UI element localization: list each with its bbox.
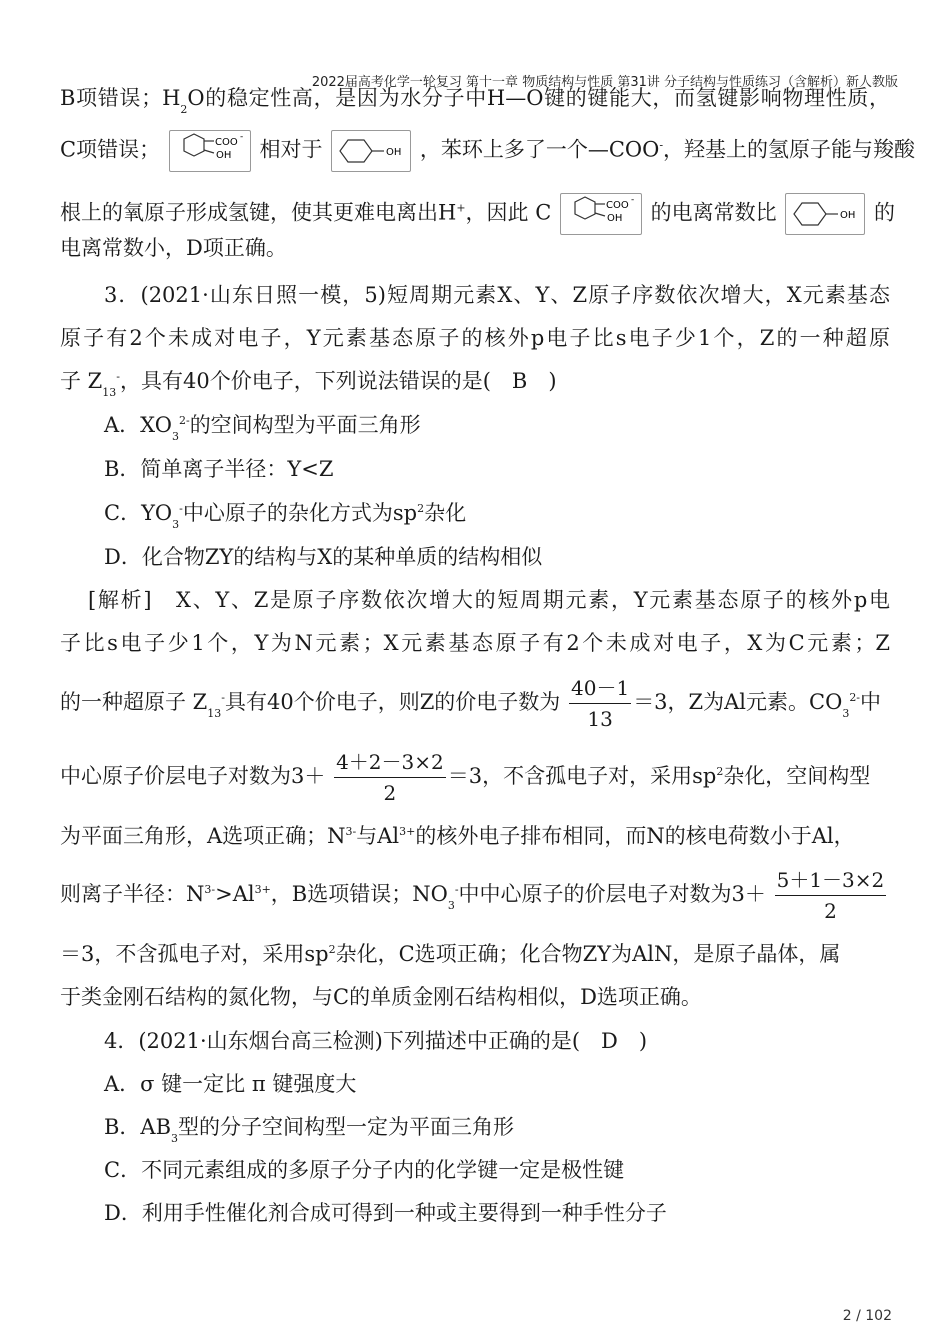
explanation-line: 为平面三角形，A选项正确；$N^{3-}$与$Al^{3+}$的核外电子排布相同，而N的核电荷数小于Al， xyxy=(60,824,855,848)
page-number: 2 / 102 xyxy=(842,1308,892,1324)
svg-text:OH: OH xyxy=(606,213,623,224)
svg-text:OH: OH xyxy=(215,150,232,161)
svg-text:-: - xyxy=(630,195,635,205)
explanation-line: 中心原子价层电子对数为3＋ $\frac{4+2-3\times 2}{2}$ ＝3，不含孤电子对，采用$sp^2$杂化，空间构型 xyxy=(60,750,871,805)
svg-text:COO: COO xyxy=(214,137,238,148)
question-3-stem: 3．(2021·山东日照一模，5)短周期元素X、Y、Z原子序数依次增大，X元素基态 xyxy=(104,283,890,307)
text-line: 根上的氧原子形成氢键，使其更难电离出H+，因此 C COO - OH 的电离常数比 OH 的 xyxy=(60,193,895,235)
explanation-line: 的一种超原子 $Z_{13}^-$具有40个价电子，则Z的价电子数为 $\frac{40-1}{13}$ ＝3，Z为Al元素。$CO_3^{2-}$中 xyxy=(60,676,882,731)
question-4-option-b: B．$AB_3$型的分子空间构型一定为平面三角形 xyxy=(104,1115,515,1145)
explanation-line: [解析] X、Y、Z是原子序数依次增大的短周期元素，Y元素基态原子的核外p电 xyxy=(88,588,891,612)
fraction: $\frac{5+1-3\times 2}{2}$ xyxy=(776,868,885,923)
question-3-option-a: A．$XO_3^{2-}$的空间构型为平面三角形 xyxy=(104,413,421,443)
question-4-option-c: C．不同元素组成的多原子分子内的化学键一定是极性键 xyxy=(104,1158,625,1182)
page-header: 2022届高考化学一轮复习 第十一章 物质结构与性质 第31讲 分子结构与性质练习（含解析）新人教版 xyxy=(311,75,898,90)
text-line: 电离常数小，D项正确。 xyxy=(60,236,287,260)
question-3-option-d: D．化合物ZY的结构与X的某种单质的结构相似 xyxy=(104,545,543,569)
svg-text:-: - xyxy=(239,132,244,142)
question-3-stem: 原子有2个未成对电子，Y元素基态原子的核外p电子比s电子少1个，Z的一种超原 xyxy=(60,326,890,350)
question-4-option-d: D．利用手性催化剂合成可得到一种或主要得到一种手性分子 xyxy=(104,1201,667,1225)
svg-text:OH: OH xyxy=(840,210,856,221)
question-4-stem: 4．(2021·山东烟台高三检测)下列描述中正确的是( D ) xyxy=(104,1029,648,1053)
svg-text:COO: COO xyxy=(605,200,629,211)
explanation-line: 子比s电子少1个，Y为N元素；X元素基态原子有2个未成对电子，X为C元素；Z xyxy=(60,631,890,655)
explanation-line: ＝3，不含孤电子对，采用$sp^2$杂化，C选项正确；化合物ZY为AlN，是原子晶体，属 xyxy=(60,942,841,966)
question-3-option-c: C．$YO_3^-$中心原子的杂化方式为$sp^2$杂化 xyxy=(104,501,467,531)
question-4-option-a: A．σ 键一定比 π 键强度大 xyxy=(104,1072,357,1096)
question-3-option-b: B．简单离子半径：Y<Z xyxy=(104,457,334,481)
explanation-line: 则离子半径：$N^{3-}>Al^{3+}$，B选项错误；$NO_3^-$中中心原子的价层电子对数为3＋ $\frac{5+1-3\times 2}{2}$ xyxy=(60,868,885,923)
svg-text:OH: OH xyxy=(386,147,402,158)
phenol-structure-image xyxy=(785,193,865,235)
salicylate-structure-image xyxy=(560,193,642,235)
fraction: $\frac{4+2-3\times 2}{2}$ xyxy=(336,750,444,805)
phenol-structure-image xyxy=(331,130,411,172)
explanation-line: 于类金刚石结构的氮化物，与C的单质金刚石结构相似，D选项正确。 xyxy=(60,985,702,1009)
text-line: B项错误；$H_2O$的稳定性高，是因为水分子中H—O键的键能大，而氢键影响物理性质， xyxy=(60,86,891,116)
salicylate-structure-image xyxy=(169,130,251,172)
text-line: C项错误； COO - OH 相对于 OH ，苯环上多了一个—COO-，羟基上的氢原子能与羧酸 xyxy=(60,130,915,172)
fraction: $\frac{40-1}{13}$ xyxy=(571,676,630,731)
question-3-stem: 子 $Z_{13}^-$，具有40个价电子，下列说法错误的是( B ) xyxy=(60,369,557,399)
